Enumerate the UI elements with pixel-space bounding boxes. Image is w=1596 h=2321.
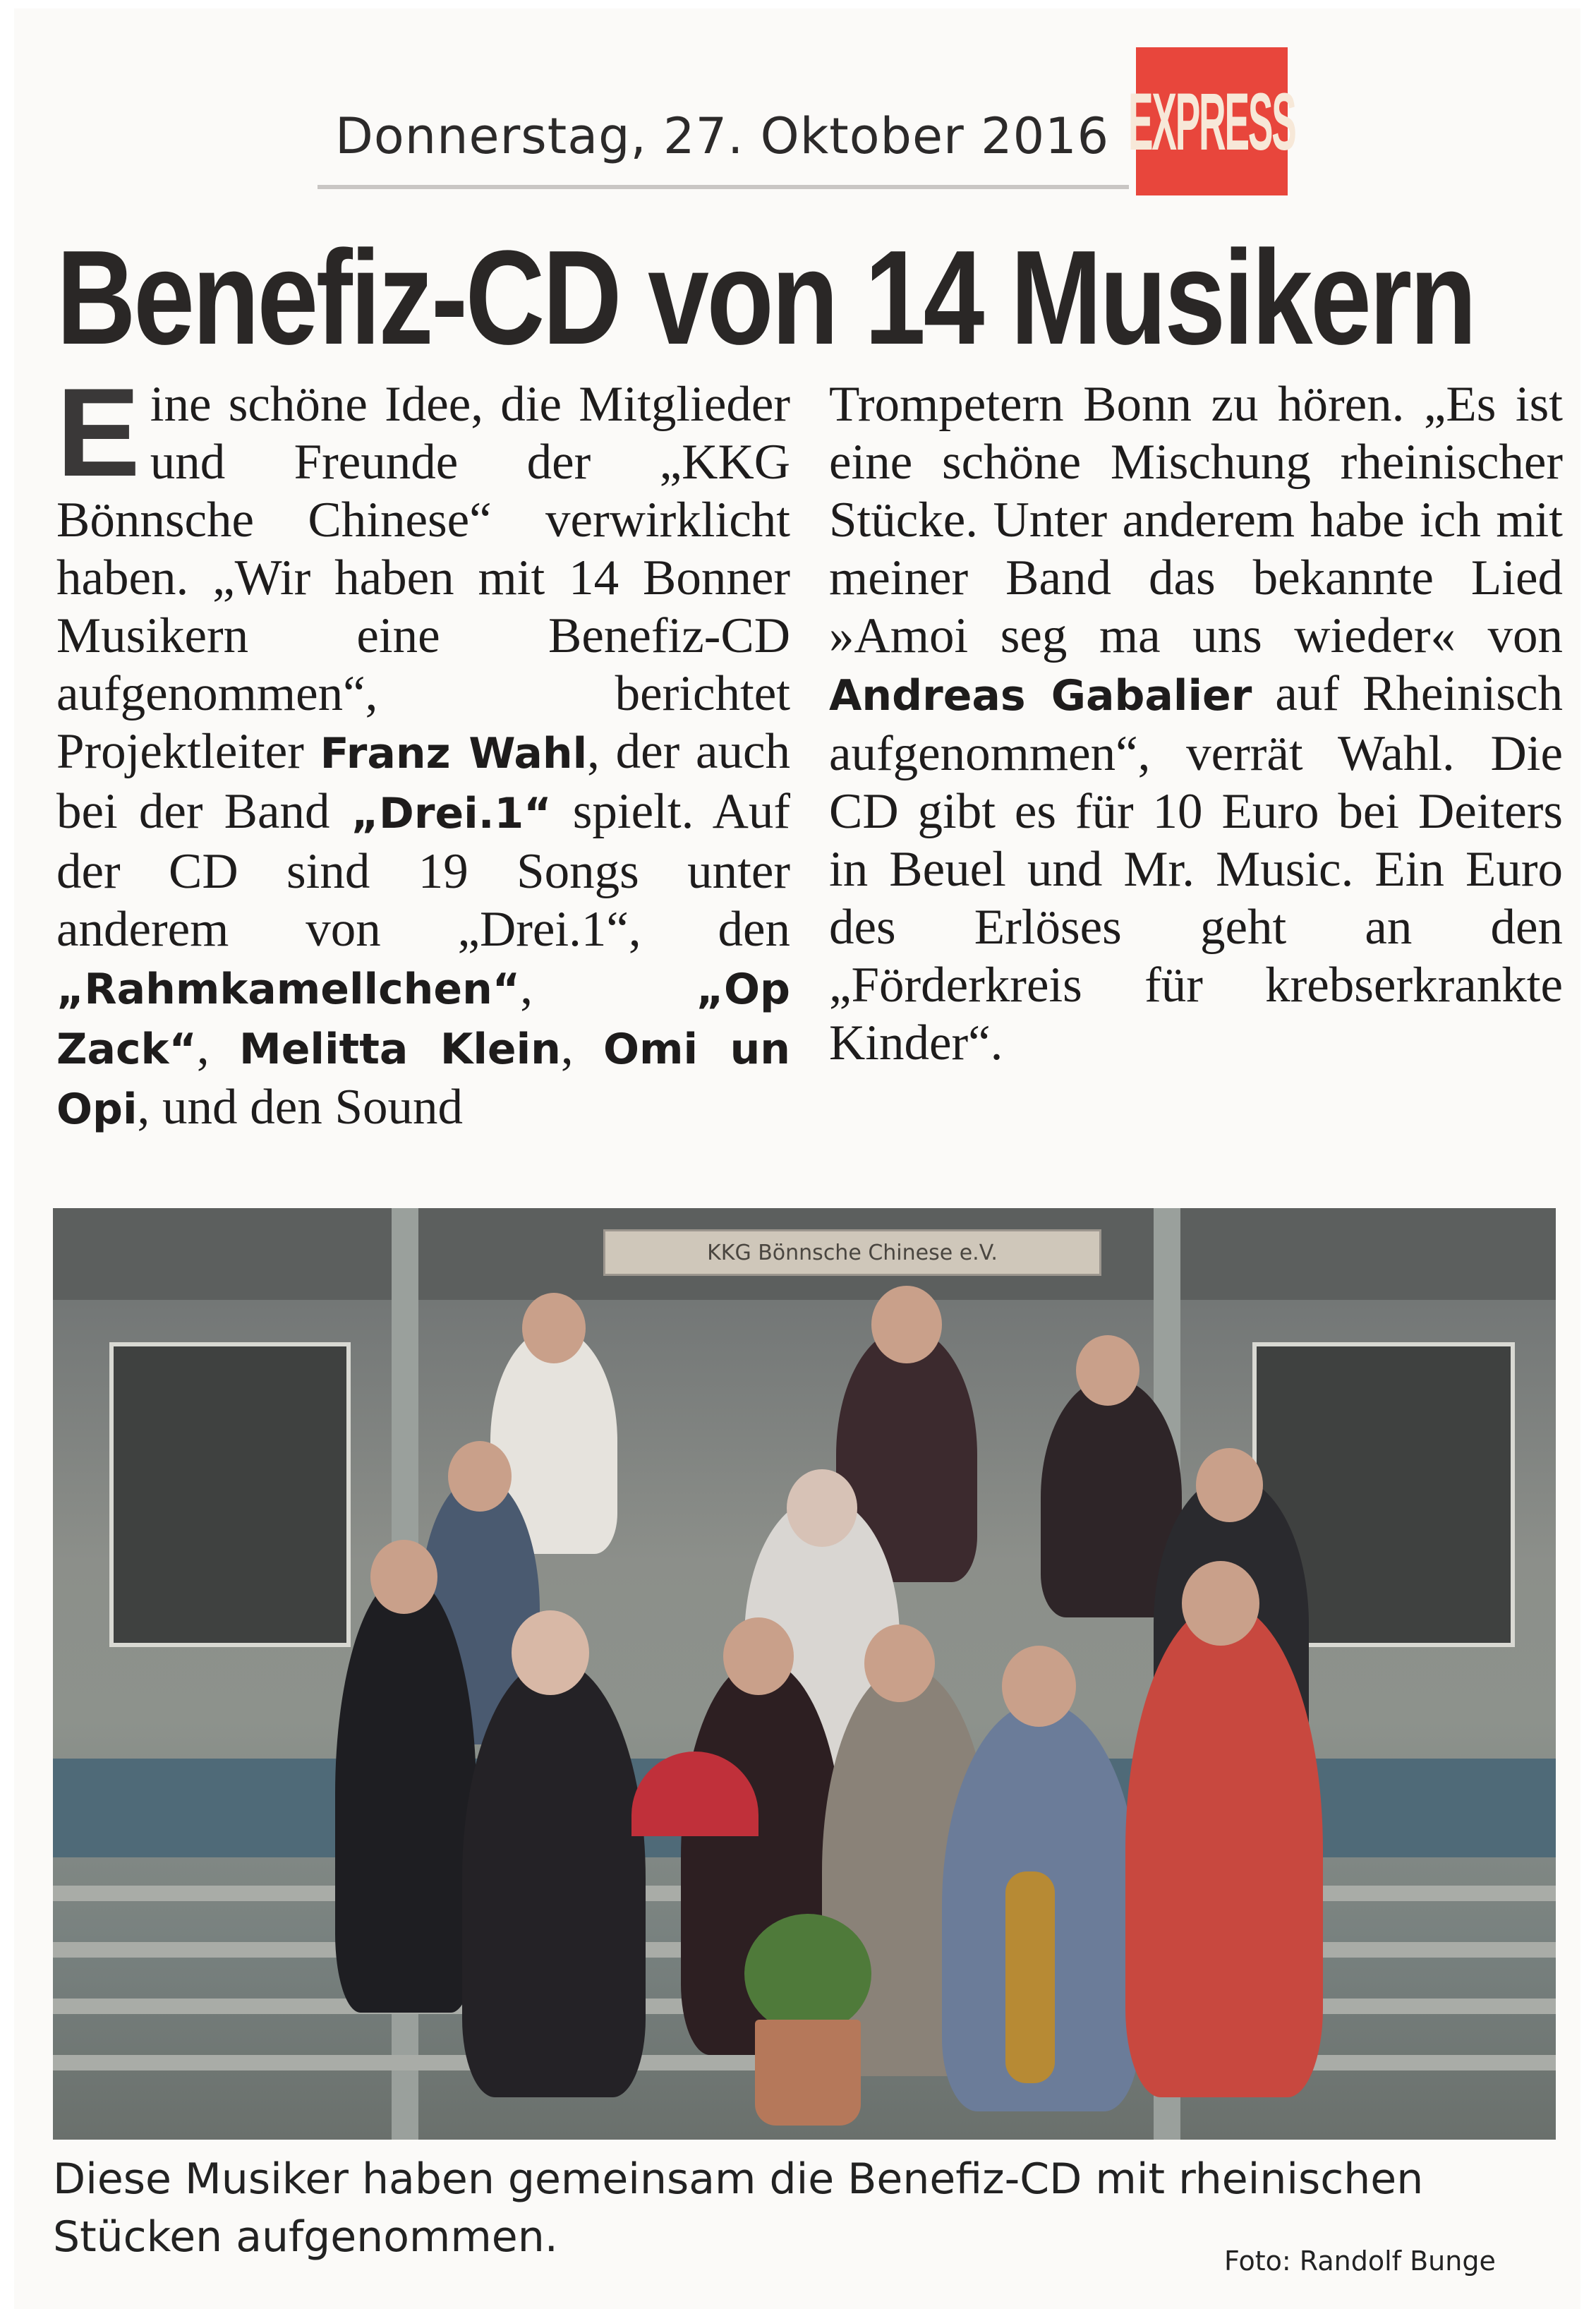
drop-cap: E (56, 362, 140, 502)
article-text: ine schöne Idee, die Mitglieder und Freunde der „KKG Bönnsche Chinese“ verwirklicht haben. „Wir haben mit 14 Bonner Musikern eine Benefiz-CD aufgenommen“, berichtet Projektleiter (56, 377, 790, 779)
article-paragraph-left (56, 362, 790, 1138)
separator: , (560, 1020, 603, 1075)
separator: , (196, 1020, 239, 1075)
band-omi-un-opi: Omi un Opi (56, 1025, 790, 1134)
article-text: , der auch bei der Band (56, 724, 790, 839)
name-andreas-gabalier: Andreas Gabalier (829, 671, 1252, 721)
article-column-left (56, 362, 790, 1138)
building-sign (603, 1229, 1101, 1276)
dateline: Donnerstag, 27. Oktober 2016 (335, 107, 1110, 165)
saxophone (1005, 1871, 1055, 2083)
person-head (1196, 1448, 1263, 1522)
name-franz-wahl: Franz Wahl (320, 729, 588, 778)
person-head (512, 1610, 589, 1695)
person-head (787, 1469, 857, 1547)
article-text: spielt. Auf der CD sind 19 Songs unter anderem von „Drei.1“, den (56, 784, 790, 957)
band-drei-1: „Drei.1“ (351, 789, 552, 838)
separator: , (520, 960, 696, 1015)
express-logo (1128, 47, 1295, 195)
photo-window (109, 1342, 351, 1647)
person-head (1002, 1646, 1076, 1727)
person (462, 1660, 646, 2097)
flower-pot (755, 2020, 861, 2126)
person (1125, 1603, 1323, 2097)
express-logo-text: EXPRESS (1128, 76, 1295, 167)
group-photo (53, 1208, 1556, 2140)
person-head (448, 1441, 512, 1512)
person-head (370, 1540, 437, 1614)
person-head (864, 1624, 935, 1702)
name-melitta-klein: Melitta Klein (239, 1025, 561, 1074)
building-sign-text: KKG Bönnsche Chinese e.V. (707, 1240, 998, 1265)
person-head (522, 1293, 586, 1363)
article-text: auf Rheinisch aufgenommen“, verrät Wahl. Die CD gibt es für 10 Euro bei Deiters in Beuel und Mr. Music. Ein Euro des Erlöses geht an den „Förderkreis für krebserkrankte Kinder“. (829, 666, 1564, 1071)
headline: Benefiz-CD von 14 Musikern (56, 223, 1475, 373)
person-head (723, 1617, 794, 1695)
article-column-right (829, 375, 1563, 1072)
person-head (1182, 1561, 1259, 1646)
article-paragraph-right (829, 375, 1563, 1072)
potted-plant (744, 1914, 871, 2034)
person-head (1076, 1335, 1139, 1406)
dateline-rule (318, 185, 1129, 189)
band-rahmkamellchen: „Rahmkamellchen“ (56, 965, 521, 1014)
person (335, 1575, 476, 2013)
photo-credit: Foto: Randolf Bunge (1224, 2245, 1496, 2277)
person-head (871, 1286, 942, 1363)
newspaper-clipping (14, 8, 1580, 2309)
band-op-zack: „Op Zack“ (56, 965, 790, 1074)
photo-caption: Diese Musiker haben gemeinsam die Benefiz-CD mit rheinischen Stücken aufgenommen. (53, 2154, 1424, 2262)
article-text: Trompetern Bonn zu hören. „Es ist eine schöne Mischung rheinischer Stücke. Unter anderem habe ich mit meiner Band das bekannte Lied »Amoi seg ma uns wieder« von (829, 377, 1563, 663)
article-text: , und den Sound (137, 1080, 464, 1135)
